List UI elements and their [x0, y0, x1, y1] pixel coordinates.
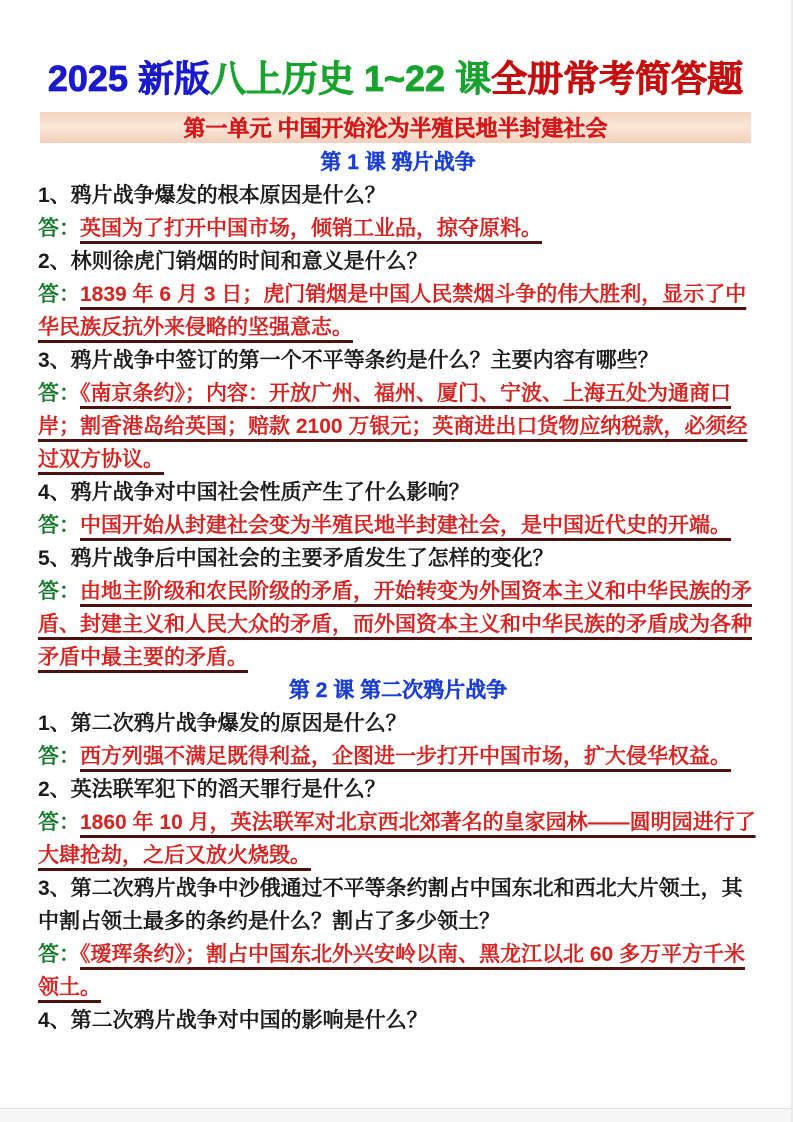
question-text: 5、鸦片战争后中国社会的主要矛盾发生了怎样的变化？ — [38, 546, 554, 570]
answer-line — [38, 575, 758, 674]
answer-text: 西方列强不满足既得利益，企图进一步打开中国市场，扩大侵华权益。 — [80, 744, 731, 768]
question-text: 3、鸦片战争中签订的第一个不平等条约是什么？主要内容有哪些？ — [38, 348, 659, 372]
answer-text: 1860 年 10 月，英法联军对北京西北郊著名的皇家园林——圆明园进行了大肆抢劫，之后又放火烧毁。 — [38, 810, 756, 867]
answer-prefix: 答： — [38, 942, 80, 966]
answer-line — [38, 212, 758, 245]
answer-text: 中国开始从封建社会变为半殖民地半封建社会，是中国近代史的开端。 — [80, 513, 731, 537]
answer-prefix: 答： — [38, 282, 80, 306]
title-segment: 八上历史 1~22 课 — [209, 58, 492, 99]
title-segment: 全册常考简答题 — [491, 58, 744, 99]
answer-prefix: 答： — [38, 381, 80, 405]
question-text: 4、第二次鸦片战争对中国的影响是什么？ — [38, 1008, 428, 1032]
question-text: 3、第二次鸦片战争中沙俄通过不平等条约割占中国东北和西北大片领土，其中割占领土最多的条约是什么？割占了多少领土？ — [38, 876, 743, 933]
page-bottom-edge — [0, 1108, 791, 1122]
question-text: 2、英法联军犯下的滔天罪行是什么？ — [38, 777, 386, 801]
answer-line — [38, 377, 758, 476]
answer-prefix: 答： — [38, 579, 80, 603]
unit-banner-text: 第一单元 中国开始沦为半殖民地半封建社会 — [183, 115, 608, 141]
answer-text: 1839 年 6 月 3 日；虎门销烟是中国人民禁烟斗争的伟大胜利，显示了中华民族反抗外来侵略的坚强意志。 — [38, 282, 747, 339]
page-title — [20, 56, 771, 103]
question-text: 1、鸦片战争爆发的根本原因是什么？ — [38, 183, 386, 207]
title-segment: 2025 新版 — [47, 58, 210, 99]
answer-text: 《南京条约》；内容：开放广州、福州、厦门、宁波、上海五处为通商口岸；割香港岛给英国；赔款 2100 万银元；英商进出口货物应纳税款，必须经过双方协议。 — [38, 381, 748, 471]
unit-banner — [40, 112, 751, 143]
answer-prefix: 答： — [38, 810, 80, 834]
question-text: 4、鸦片战争对中国社会性质产生了什么影响？ — [38, 480, 470, 504]
lesson-header: 第 2 课 第二次鸦片战争 — [288, 678, 508, 702]
answer-text: 英国为了打开中国市场，倾销工业品，掠夺原料。 — [80, 216, 542, 240]
question-text: 2、林则徐虎门销烟的时间和意义是什么？ — [38, 249, 428, 273]
answer-prefix: 答： — [38, 744, 80, 768]
answer-prefix: 答： — [38, 513, 80, 537]
answer-line — [38, 806, 758, 872]
question-text: 1、第二次鸦片战争爆发的原因是什么？ — [38, 711, 407, 735]
answer-text: 由地主阶级和农民阶级的矛盾，开始转变为外国资本主义和中华民族的矛盾、封建主义和人民大众的矛盾，而外国资本主义和中华民族的矛盾成为各种矛盾中最主要的矛盾。 — [38, 579, 752, 669]
lesson-header: 第 1 课 鸦片战争 — [320, 150, 476, 174]
answer-prefix: 答： — [38, 216, 80, 240]
answer-line — [38, 509, 758, 542]
answer-text: 《瑷珲条约》；割占中国东北外兴安岭以南、黑龙江以北 60 多万平方千米领土。 — [38, 942, 746, 999]
qa-content — [0, 143, 791, 1037]
answer-line — [38, 278, 758, 344]
answer-line — [38, 938, 758, 1004]
answer-line — [38, 740, 758, 773]
